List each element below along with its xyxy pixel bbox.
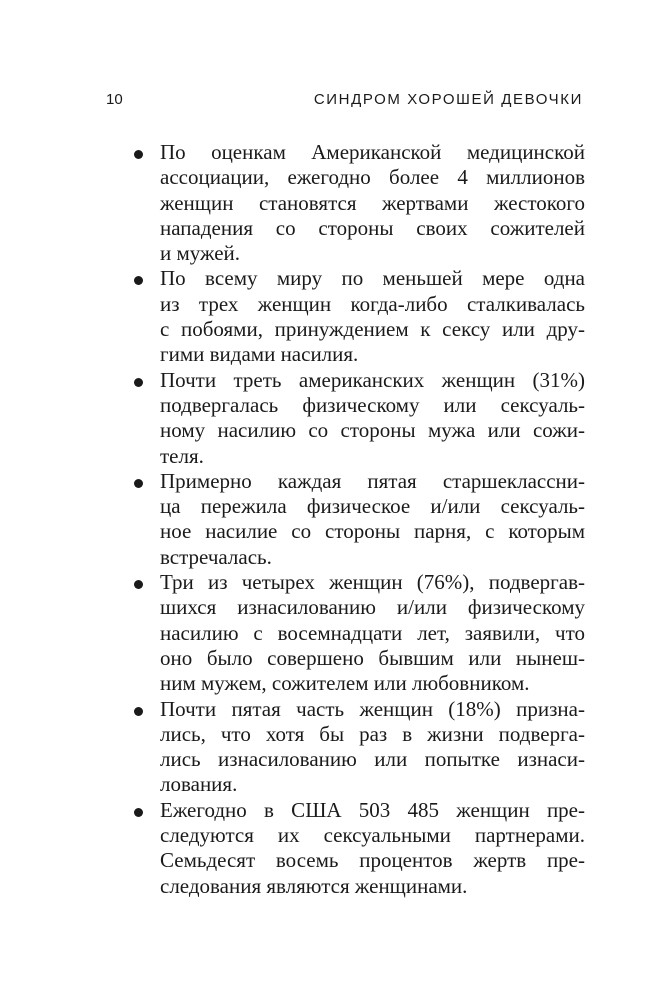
bullet-dot-icon [134, 276, 143, 285]
bullet-item [134, 266, 585, 367]
bullet-line: с побоями, принуждением к сексу или дру- [160, 317, 585, 342]
bullet-line: теля. [160, 443, 204, 468]
bullet-line: лись изнасилованию или попытке изнаси- [160, 747, 585, 772]
bullet-line: ца пережила физическое и/или сексуаль- [160, 494, 585, 519]
bullet-line: По всему миру по меньшей мере одна [160, 266, 585, 291]
bullet-line: Почти пятая часть женщин (18%) призна- [160, 696, 585, 721]
running-title: СИНДРОМ ХОРОШЕЙ ДЕВОЧКИ [313, 91, 583, 108]
bullet-line: ное насилие со стороны парня, с которым [160, 519, 585, 544]
bullet-line: По оценкам Американской медицинской [160, 140, 585, 164]
bullet-line: подвергалась физическому или сексуаль- [160, 392, 585, 417]
bullet-line: Ежегодно в США 503 485 женщин пре- [160, 797, 585, 822]
bullet-dot-icon [134, 580, 143, 589]
bullet-line: Три из четырех женщин (76%), подвергав- [160, 570, 585, 595]
page-number: 10 [106, 91, 123, 108]
bullet-dot-icon [134, 707, 143, 716]
bullet-line: оно было совершено бывшим или нынеш- [160, 645, 585, 670]
bullet-item [134, 368, 585, 469]
bullet-dot-icon [134, 150, 143, 159]
bullet-line: женщин становятся жертвами жестокого [160, 190, 585, 215]
bullet-line: из трех женщин когда-либо сталкивалась [160, 291, 585, 316]
bullet-dot-icon [134, 479, 143, 488]
bullet-line: шихся изнасилованию и/или физическому [160, 595, 585, 620]
bullet-line: ному насилию со стороны мужа или сожи- [160, 418, 585, 443]
statistics-bullet-list [134, 140, 585, 899]
bullet-line: лись, что хотя бы раз в жизни подверга- [160, 721, 585, 746]
bullet-item [134, 697, 585, 798]
bullet-line: встречалась. [160, 544, 272, 569]
bullet-line: насилию с восемнадцати лет, заявили, что [160, 620, 585, 645]
bullet-item [134, 469, 585, 570]
bullet-item [134, 570, 585, 696]
bullet-line: лования. [160, 772, 238, 797]
bullet-dot-icon [134, 378, 143, 387]
bullet-line: гими видами насилия. [160, 342, 359, 367]
bullet-line: Почти треть американских женщин (31%) [160, 367, 585, 392]
bullet-line: следования являются женщинами. [160, 873, 468, 898]
bullet-item [134, 798, 585, 899]
bullet-line: Примерно каждая пятая старшеклассни- [160, 468, 585, 493]
bullet-line: Семьдесят восемь процентов жертв пре- [160, 848, 585, 873]
bullet-line: ним мужем, сожителем или любовником. [160, 671, 530, 696]
bullet-dot-icon [134, 808, 143, 817]
bullet-line: следуются их сексуальными партнерами. [160, 823, 585, 848]
bullet-line: и мужей. [160, 241, 241, 266]
page-header [106, 91, 583, 113]
bullet-line: ассоциации, ежегодно более 4 миллионов [160, 165, 585, 190]
bullet-line: нападения со стороны своих сожителей [160, 215, 585, 240]
bullet-item [134, 140, 585, 266]
